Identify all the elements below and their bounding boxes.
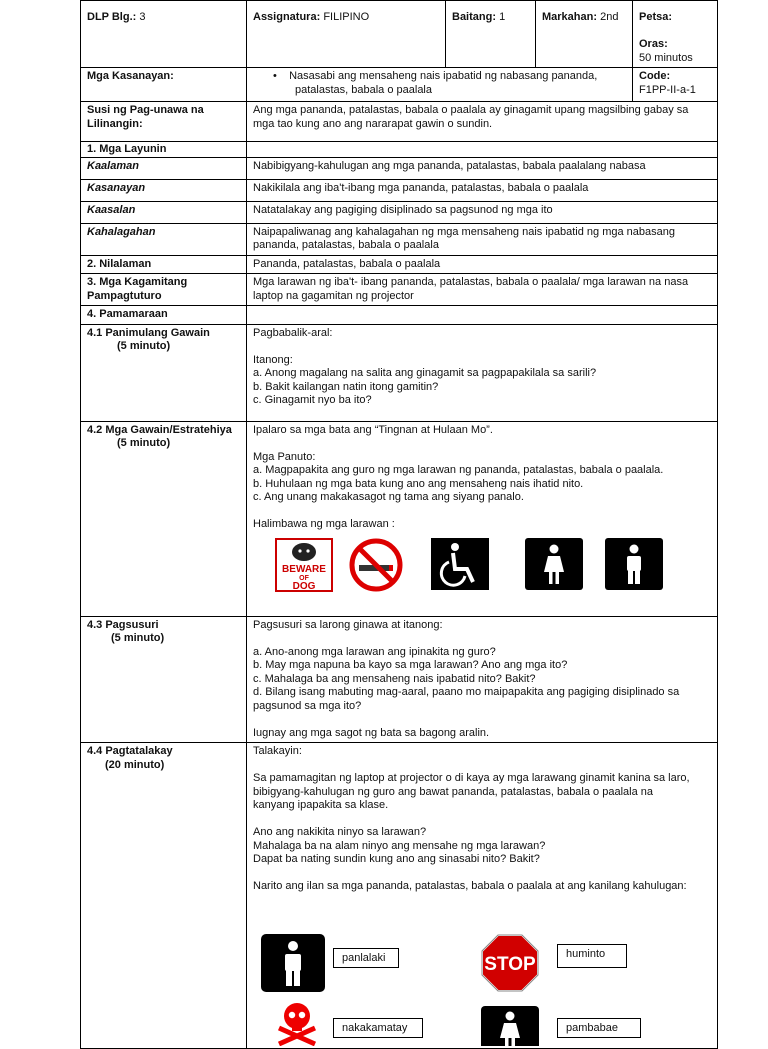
objective-label: Kaasalan	[81, 201, 247, 223]
subject-cell: Assignatura: FILIPINO	[247, 1, 446, 68]
section-4-2-label: 4.2 Mga Gawain/Estratehiya (5 minuto)	[81, 421, 247, 616]
content-text: Pananda, patalastas, babala o paalala	[247, 255, 718, 274]
text-line: d. Bilang isang mabuting mag-aaral, paano mo maipapakita ang pagiging disiplinado sa	[253, 686, 680, 698]
text-line: Ipalaro sa mga bata ang “Tingnan at Hulaan Mo”.	[253, 423, 493, 436]
objective-text: Natatalakay ang pagiging disiplinado sa pagsunod ng mga ito	[247, 201, 718, 223]
dlp-number-cell: DLP Blg.: 3	[81, 1, 247, 68]
section-4-4-row	[81, 743, 718, 1049]
section-4-3-label: 4.3 Pagsusuri (5 minuto)	[81, 616, 247, 743]
svg-text:STOP: STOP	[484, 953, 536, 975]
date-time-cell: Petsa: Oras: 50 minutos	[633, 1, 718, 68]
danger-sign-label: nakakamatay	[333, 1018, 423, 1038]
beware-of-dog-icon	[275, 538, 333, 592]
section-4-4-label: 4.4 Pagtatalakay (20 minuto)	[81, 743, 247, 1049]
no-smoking-icon	[347, 538, 405, 592]
text-line: a. Ano-anong mga larawan ang ipinakita ng guro?	[253, 645, 496, 658]
text-line: a. Magpapakita ang guro ng mga larawan ng pananda, patalastas, babala o paalala.	[253, 464, 664, 476]
procedure-title: 4. Pamamaraan	[81, 306, 247, 325]
stop-sign-icon	[481, 934, 539, 992]
objective-row	[81, 201, 718, 223]
section-4-3-text	[247, 616, 718, 743]
key-understanding-row	[81, 102, 718, 142]
example-signs	[253, 538, 711, 600]
sign-meanings	[253, 926, 711, 1046]
objectives-title-row	[81, 142, 718, 158]
male-sign-icon	[261, 934, 325, 992]
stop-sign-label: huminto	[557, 944, 627, 968]
section-4-2-text	[247, 421, 718, 616]
section-4-2-row	[81, 421, 718, 616]
materials-label: 3. Mga Kagamitang Pampagtuturo	[81, 274, 247, 306]
procedure-title-row	[81, 306, 718, 325]
code-cell: Code: F1PP-II-a-1	[633, 68, 718, 102]
content-row	[81, 255, 718, 274]
quarter-cell: Markahan: 2nd	[536, 1, 633, 68]
objectives-title: 1. Mga Layunin	[81, 142, 247, 158]
materials-row	[81, 274, 718, 306]
text-line: b. May mga napuna ba kayo sa mga larawan? Ano ang mga ito?	[253, 659, 568, 671]
text-line: b. Huhulaan ng mga bata kung ano ang mensaheng nais ihatid nito.	[253, 477, 584, 490]
key-understanding-text: Ang mga pananda, patalastas, babala o paalala ay ginagamit upang magsilbing gabay sa mga tao kung ano ang nararapat gawin o sundin.	[247, 102, 718, 142]
text-line: Ano ang nakikita ninyo sa larawan?	[253, 826, 427, 838]
female-sign-label: pambabae	[557, 1018, 641, 1038]
male-restroom-icon	[605, 538, 663, 592]
text-line: Sa pamamagitan ng laptop at projector o di kaya ay mga larawang ginamit kanina sa laro,	[253, 772, 690, 784]
objective-text: Nakikilala ang iba't-ibang mga pananda, patalastas, babala o paalala	[247, 179, 718, 201]
objective-row	[81, 223, 718, 255]
text-line: Pagsusuri sa larong ginawa at itanong:	[253, 618, 443, 631]
content-label: 2. Nilalaman	[81, 255, 247, 274]
male-sign-label: panlalaki	[333, 948, 399, 968]
objective-text: Nabibigyang-kahulugan ang mga pananda, patalastas, babala paalalang nabasa	[247, 157, 718, 179]
section-4-3-row	[81, 616, 718, 743]
text-line: Mahalaga ba na alam ninyo ang mensahe ng mga larawan?	[253, 839, 546, 852]
text-line: Narito ang ilan sa mga pananda, patalastas, babala o paalala at ang kanilang kahulugan:	[253, 880, 687, 892]
female-restroom-icon	[525, 538, 583, 592]
skills-text: • Nasasabi ang mensaheng nais ipabatid ng nabasang pananda, patalastas, babala o paalala	[247, 68, 633, 102]
text-line: c. Mahalaga ba ang mensaheng nais ipabatid nito? Bakit?	[253, 672, 536, 685]
header-row	[81, 1, 718, 68]
objective-row	[81, 157, 718, 179]
text-line: a. Anong magalang na salita ang ginagamit sa pagpapakilala sa sarili?	[253, 367, 597, 379]
text-line: pagsunod sa mga ito?	[253, 699, 362, 712]
text-line: Halimbawa ng mga larawan :	[253, 518, 395, 530]
wheelchair-icon	[431, 538, 489, 592]
objective-text: Naipapaliwanag ang kahalagahan ng mga mensaheng nais ipabatid ng mga nabasang pananda, patalastas, babala o paalala	[247, 223, 718, 255]
section-4-1-label: 4.1 Panimulang Gawain (5 minuto)	[81, 324, 247, 421]
text-line: Dapat ba nating sundin kung ano ang sinasabi nito? Bakit?	[253, 853, 540, 865]
text-line: kanyang ipapakita sa klase.	[253, 799, 389, 811]
grade-cell: Baitang: 1	[446, 1, 536, 68]
skills-row	[81, 68, 718, 102]
text-line: Pagbabalik-aral:	[253, 326, 333, 339]
objective-row	[81, 179, 718, 201]
female-sign-icon	[481, 1006, 539, 1046]
lesson-plan-table	[80, 0, 718, 1049]
text-line: b. Bakit kailangan natin itong gamitin?	[253, 380, 439, 393]
text-line: c. Ginagamit nyo ba ito?	[253, 394, 372, 406]
text-line: c. Ang unang makakasagot ng tama ang siyang panalo.	[253, 491, 524, 503]
materials-text: Mga larawan ng iba't- ibang pananda, patalastas, babala o paalala/ mga larawan na nasa laptop na gagamitan ng projector	[247, 274, 718, 306]
section-4-4-text	[247, 743, 718, 1049]
section-4-1-row	[81, 324, 718, 421]
text-line: Iugnay ang mga sagot ng bata sa bagong aralin.	[253, 726, 490, 739]
svg-text:BEWARE: BEWARE	[282, 563, 326, 575]
objective-label: Kahalagahan	[81, 223, 247, 255]
text-line: Talakayin:	[253, 745, 302, 757]
section-4-1-text	[247, 324, 718, 421]
text-line: Itanong:	[253, 353, 293, 366]
svg-text:OF: OF	[299, 574, 309, 582]
key-understanding-label: Susi ng Pag-unawa na Lilinangin:	[81, 102, 247, 142]
objective-label: Kaalaman	[81, 157, 247, 179]
text-line: Mga Panuto:	[253, 450, 316, 463]
skills-label: Mga Kasanayan:	[81, 68, 247, 102]
objective-label: Kasanayan	[81, 179, 247, 201]
skull-danger-icon	[275, 1000, 319, 1046]
svg-text:DOG: DOG	[292, 580, 316, 592]
lesson-plan-page	[80, 0, 718, 1034]
text-line: bibigyang-kahulugan ng guro ang bawat pananda, patalastas, babala o paalala na	[253, 785, 653, 798]
